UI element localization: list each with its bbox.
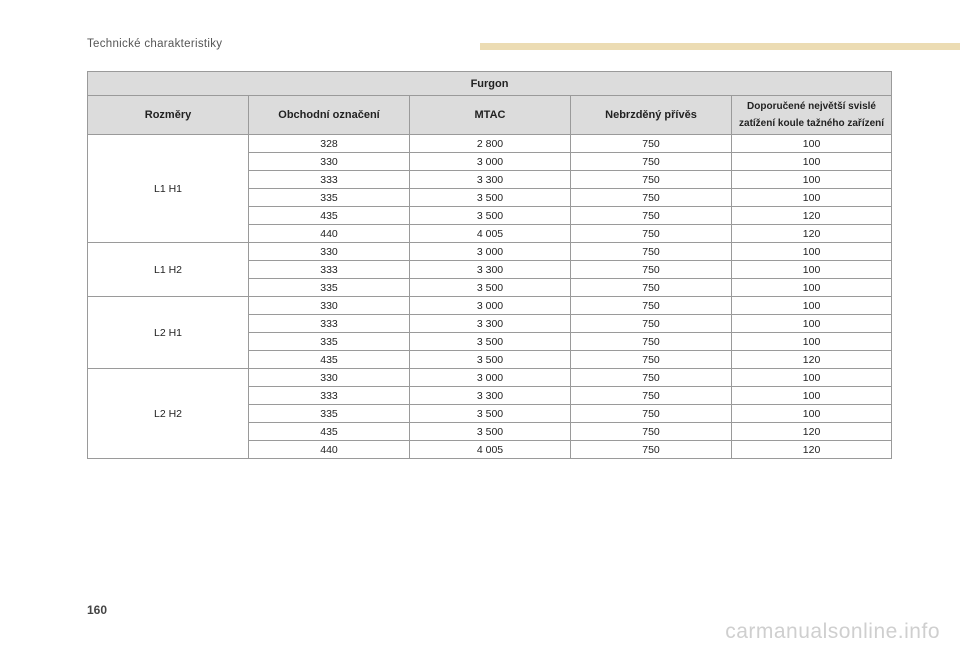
header-dimensions: Rozměry (88, 96, 249, 135)
trade-name-cell: 333 (249, 171, 410, 189)
table-row (88, 369, 892, 387)
trade-name-cell: 335 (249, 405, 410, 423)
tow-load-cell: 100 (732, 315, 892, 333)
watermark: carmanualsonline.info (725, 620, 940, 643)
mtac-cell: 3 500 (410, 351, 571, 369)
unbraked-trailer-cell: 750 (571, 153, 732, 171)
unbraked-trailer-cell: 750 (571, 225, 732, 243)
trade-name-cell: 333 (249, 261, 410, 279)
tow-load-cell: 120 (732, 423, 892, 441)
unbraked-trailer-cell: 750 (571, 171, 732, 189)
mtac-cell: 3 500 (410, 279, 571, 297)
mtac-cell: 3 000 (410, 297, 571, 315)
tow-load-cell: 120 (732, 441, 892, 459)
header-tow-line-2: zatížení koule tažného zařízení (739, 118, 885, 129)
page-number: 160 (87, 603, 108, 617)
table-row (88, 243, 892, 261)
mtac-cell: 3 000 (410, 153, 571, 171)
header-accent-bar (480, 43, 960, 50)
tow-load-cell: 100 (732, 279, 892, 297)
mtac-cell: 2 800 (410, 135, 571, 153)
trade-name-cell: 435 (249, 207, 410, 225)
mtac-cell: 4 005 (410, 225, 571, 243)
mtac-cell: 3 000 (410, 369, 571, 387)
dimension-cell: L2 H2 (88, 369, 249, 459)
trade-name-cell: 330 (249, 153, 410, 171)
mtac-cell: 3 300 (410, 387, 571, 405)
tow-load-cell: 100 (732, 171, 892, 189)
trade-name-cell: 333 (249, 387, 410, 405)
tow-load-cell: 100 (732, 243, 892, 261)
unbraked-trailer-cell: 750 (571, 135, 732, 153)
mtac-cell: 3 500 (410, 423, 571, 441)
section-title: Technické charakteristiky (87, 38, 223, 50)
specs-table (87, 71, 892, 459)
trade-name-cell: 333 (249, 315, 410, 333)
unbraked-trailer-cell: 750 (571, 351, 732, 369)
tow-load-cell: 100 (732, 153, 892, 171)
tow-load-cell: 100 (732, 405, 892, 423)
trade-name-cell: 335 (249, 279, 410, 297)
unbraked-trailer-cell: 750 (571, 333, 732, 351)
trade-name-cell: 328 (249, 135, 410, 153)
header-mtac: MTAC (410, 96, 571, 135)
table-group-title: Furgon (88, 72, 892, 96)
trade-name-cell: 435 (249, 351, 410, 369)
unbraked-trailer-cell: 750 (571, 297, 732, 315)
mtac-cell: 3 500 (410, 405, 571, 423)
unbraked-trailer-cell: 750 (571, 315, 732, 333)
unbraked-trailer-cell: 750 (571, 207, 732, 225)
unbraked-trailer-cell: 750 (571, 369, 732, 387)
header-unbraked-trailer: Nebrzděný přívěs (571, 96, 732, 135)
mtac-cell: 3 500 (410, 207, 571, 225)
mtac-cell: 3 300 (410, 315, 571, 333)
unbraked-trailer-cell: 750 (571, 279, 732, 297)
mtac-cell: 3 300 (410, 171, 571, 189)
tow-load-cell: 120 (732, 225, 892, 243)
dimension-cell: L2 H1 (88, 297, 249, 369)
trade-name-cell: 335 (249, 333, 410, 351)
tow-load-cell: 100 (732, 261, 892, 279)
trade-name-cell: 435 (249, 423, 410, 441)
tow-load-cell: 100 (732, 387, 892, 405)
trade-name-cell: 330 (249, 243, 410, 261)
trade-name-cell: 330 (249, 369, 410, 387)
tow-load-cell: 100 (732, 135, 892, 153)
dimension-cell: L1 H2 (88, 243, 249, 297)
unbraked-trailer-cell: 750 (571, 189, 732, 207)
tow-load-cell: 120 (732, 351, 892, 369)
unbraked-trailer-cell: 750 (571, 423, 732, 441)
mtac-cell: 4 005 (410, 441, 571, 459)
trade-name-cell: 330 (249, 297, 410, 315)
unbraked-trailer-cell: 750 (571, 243, 732, 261)
tow-load-cell: 100 (732, 333, 892, 351)
trade-name-cell: 440 (249, 225, 410, 243)
tow-load-cell: 100 (732, 297, 892, 315)
unbraked-trailer-cell: 750 (571, 405, 732, 423)
mtac-cell: 3 500 (410, 189, 571, 207)
table-body (88, 135, 892, 459)
unbraked-trailer-cell: 750 (571, 387, 732, 405)
tow-load-cell: 100 (732, 189, 892, 207)
table-row (88, 297, 892, 315)
trade-name-cell: 335 (249, 189, 410, 207)
trade-name-cell: 440 (249, 441, 410, 459)
dimension-cell: L1 H1 (88, 135, 249, 243)
mtac-cell: 3 300 (410, 261, 571, 279)
tow-load-cell: 100 (732, 369, 892, 387)
tow-load-cell: 120 (732, 207, 892, 225)
unbraked-trailer-cell: 750 (571, 441, 732, 459)
mtac-cell: 3 000 (410, 243, 571, 261)
header-trade-name: Obchodní označení (249, 96, 410, 135)
table-row (88, 135, 892, 153)
unbraked-trailer-cell: 750 (571, 261, 732, 279)
header-tow-line-1: Doporučené největší svislé (747, 101, 876, 112)
header-tow-ball-load (732, 96, 892, 135)
mtac-cell: 3 500 (410, 333, 571, 351)
